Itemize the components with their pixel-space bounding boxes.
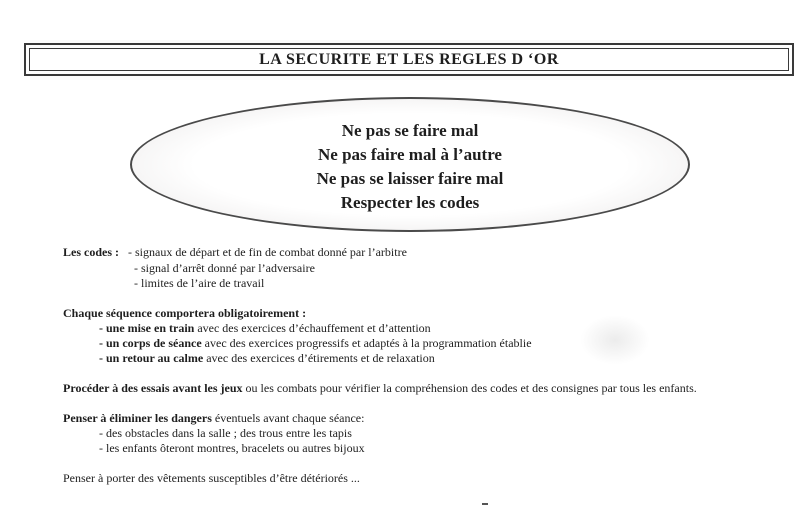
paper-speck [482, 503, 488, 505]
sequence-item-text: avec des exercices d’échauffement et d’attention [194, 321, 431, 335]
sequence-item [99, 335, 532, 351]
codes-label: Les codes : [63, 245, 119, 259]
page-title: LA SECURITE ET LES REGLES D ‘OR [29, 48, 789, 71]
dangers-text: éventuels avant chaque séance: [211, 411, 365, 425]
golden-rules-ellipse [130, 97, 690, 232]
clothing-note: Penser à porter des vêtements susceptibles d’être détériorés ... [63, 471, 360, 485]
essais-text: ou les combats pour vérifier la compréhension des codes et des consignes par tous les enfants. [242, 381, 697, 395]
dangers-paragraph [63, 410, 364, 426]
dangers-item: - des obstacles dans la salle ; des trous entre les tapis [99, 426, 352, 440]
golden-rule: Ne pas faire mal à l’autre [318, 145, 502, 164]
dangers-emphasis: Penser à éliminer les dangers [63, 411, 212, 425]
sequence-item-label: - un retour au calme [99, 351, 204, 365]
title-frame [24, 43, 794, 76]
golden-rule: Respecter les codes [340, 193, 480, 212]
sequence-item [99, 350, 435, 366]
sequence-item [99, 320, 431, 336]
golden-rules-list [132, 119, 688, 215]
codes-item: - limites de l’aire de travail [134, 276, 265, 290]
sequence-heading: Chaque séquence comportera obligatoirement : [63, 306, 307, 320]
sequence-item-text: avec des exercices progressifs et adaptés à la programmation établie [201, 336, 532, 350]
golden-rule: Ne pas se faire mal [341, 121, 479, 140]
codes-item: - signal d’arrêt donné par l’adversaire [134, 261, 315, 275]
codes-item: - signaux de départ et de fin de combat donné par l’arbitre [128, 245, 407, 259]
essais-emphasis: Procéder à des essais avant les jeux [63, 381, 243, 395]
paper-smudge [580, 315, 650, 365]
sequence-item-label: - un corps de séance [99, 336, 202, 350]
essais-paragraph [63, 380, 697, 396]
sequence-item-label: - une mise en train [99, 321, 195, 335]
golden-rule: Ne pas se laisser faire mal [316, 169, 504, 188]
sequence-item-text: avec des exercices d’étirements et de relaxation [203, 351, 435, 365]
dangers-item: - les enfants ôteront montres, bracelets ou autres bijoux [99, 441, 365, 455]
